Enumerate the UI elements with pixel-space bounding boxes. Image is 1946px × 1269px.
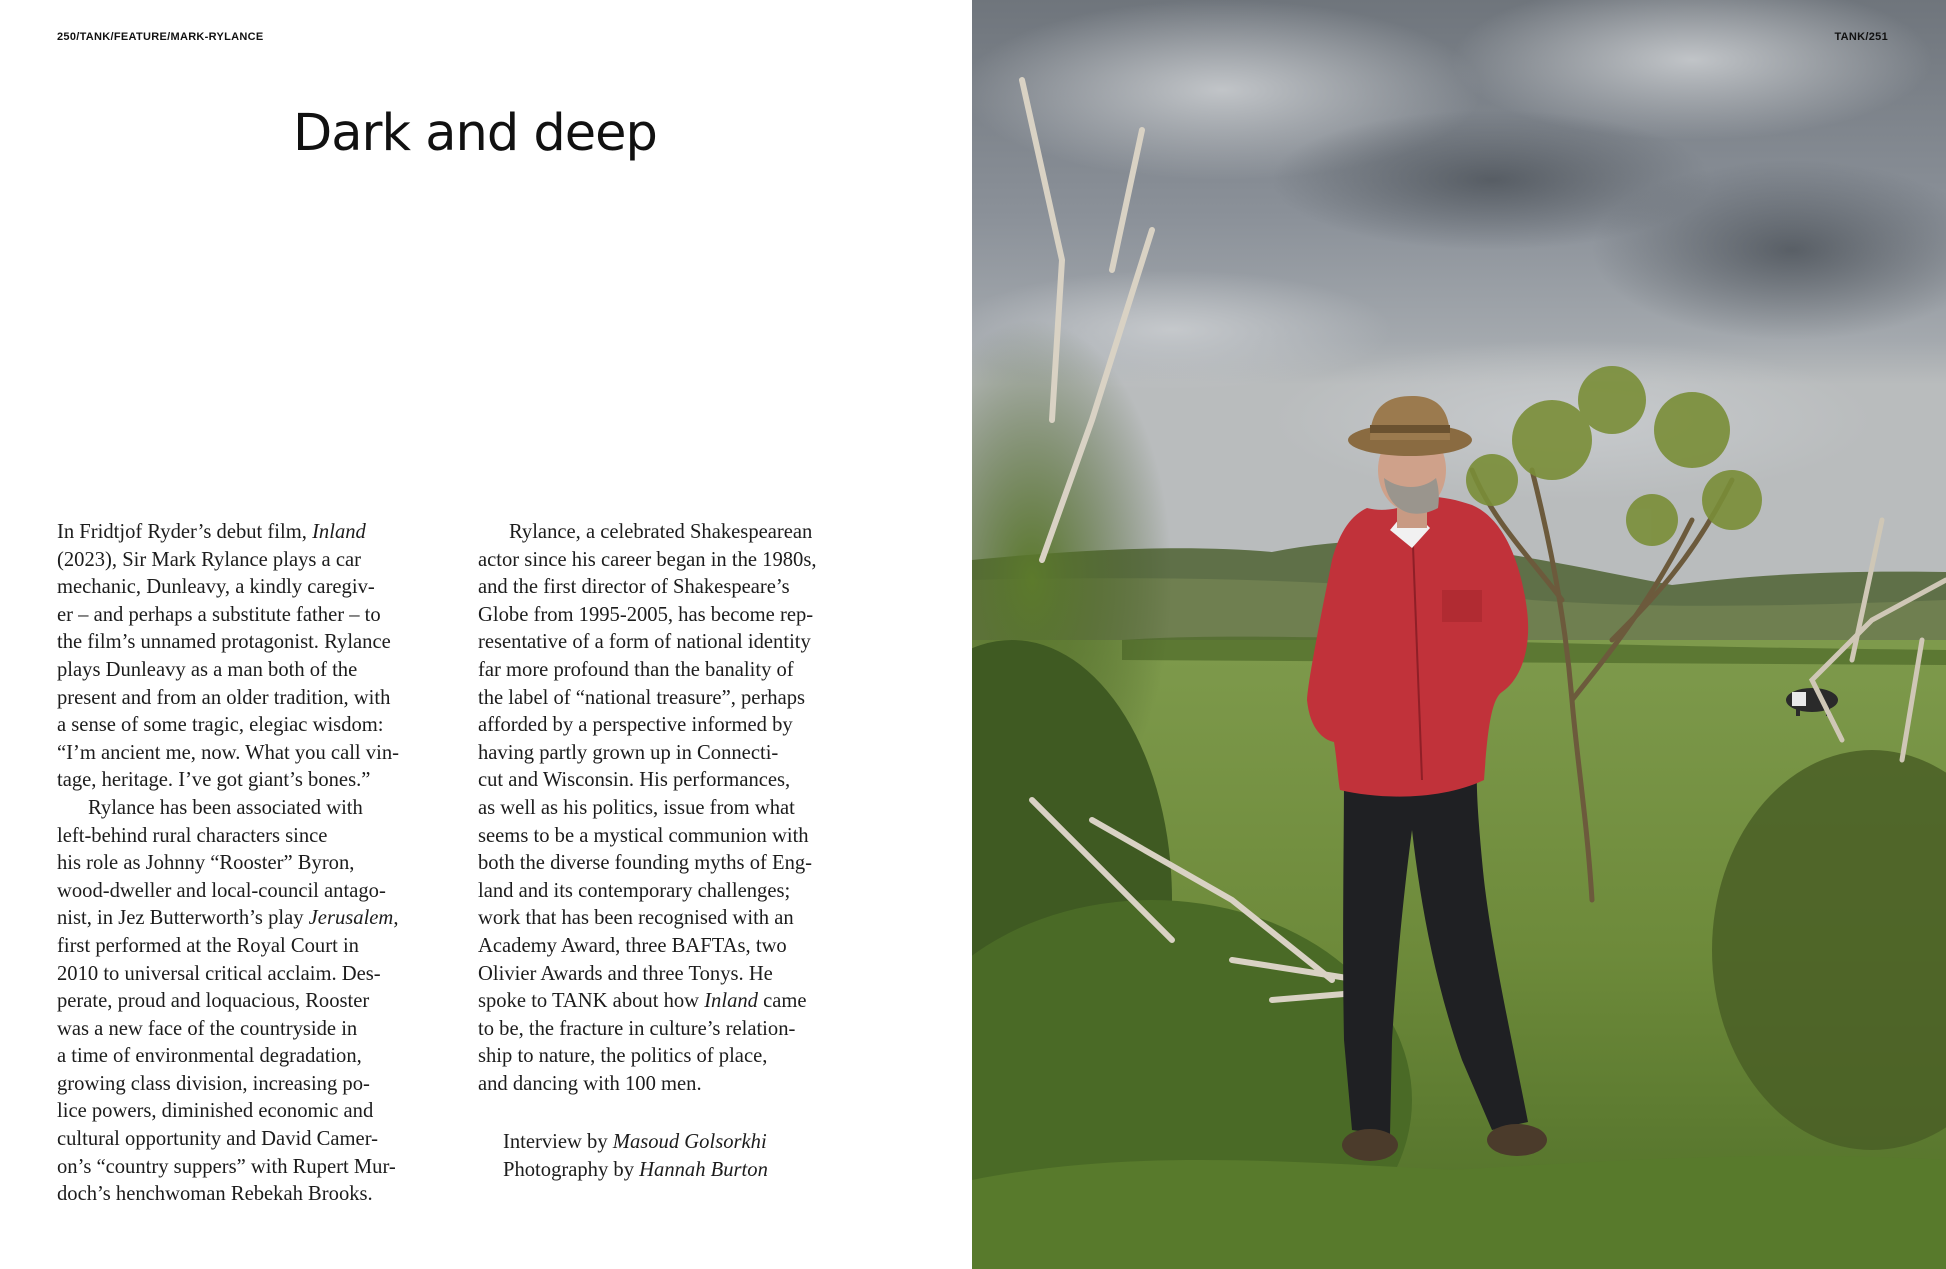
text-line [478, 547, 880, 575]
text-run: left-behind rural characters since [57, 824, 328, 847]
page-folio-right: TANK/251 [1834, 31, 1888, 43]
text-run: his role as Johnny “Rooster” Byron, [57, 852, 355, 875]
text-line [57, 1181, 459, 1209]
italic-title: Inland [312, 521, 366, 543]
text-line [57, 1071, 459, 1099]
text-line [57, 850, 459, 878]
text-run: nist, in Jez Butterworth’s play [57, 907, 309, 930]
text-run: spoke to TANK about how [478, 990, 705, 1013]
text-line [57, 1016, 459, 1044]
text-line [478, 657, 880, 685]
text-line [57, 961, 459, 989]
text-run: lice powers, diminished economic and [57, 1100, 374, 1123]
text-line [478, 878, 880, 906]
text-run: present and from an older tradition, with [57, 686, 391, 709]
text-run: Globe from 1995-2005, has become rep- [478, 603, 814, 626]
text-run: er – and perhaps a substitute father – to [57, 603, 381, 626]
italic-title: Masoud Golsorkhi [612, 1131, 767, 1153]
text-run: growing class division, increasing po- [57, 1072, 370, 1095]
text-run: land and its contemporary challenges; [478, 879, 791, 902]
text-line [57, 823, 459, 851]
text-run: first performed at the Royal Court in [57, 934, 359, 957]
text-run: as well as his politics, issue from what [478, 796, 795, 819]
text-run: afforded by a perspective informed by [478, 714, 793, 737]
italic-title: Inland [704, 990, 758, 1013]
body-column-1 [57, 519, 459, 1209]
text-run: having partly grown up in Connecti- [478, 741, 779, 764]
text-run: plays Dunleavy as a man both of the [57, 658, 358, 681]
text-line [478, 574, 880, 602]
text-line [57, 602, 459, 630]
text-run: cultural opportunity and David Camer- [57, 1128, 378, 1151]
text-run: resentative of a form of national identity [478, 631, 811, 654]
text-line [57, 988, 459, 1016]
text-run: Rylance has been associated with [88, 796, 363, 819]
page-folio-left: 250/TANK/FEATURE/MARK-RYLANCE [57, 31, 264, 43]
text-run: (2023), Sir Mark Rylance plays a car [57, 548, 361, 571]
portrait-photograph [972, 0, 1946, 1269]
italic-title: Jerusalem [308, 907, 394, 930]
article-headline: Dark and deep [293, 104, 657, 163]
text-run: ship to nature, the politics of place, [478, 1045, 768, 1068]
text-line [57, 574, 459, 602]
text-line [57, 712, 459, 740]
text-run: tage, heritage. I’ve got giant’s bones.” [57, 769, 371, 792]
text-line [478, 629, 880, 657]
text-run: was a new face of the countryside in [57, 1017, 358, 1040]
text-run: “I’m ancient me, now. What you call vin- [57, 741, 399, 764]
right-boot [1487, 1124, 1547, 1156]
text-run: seems to be a mystical communion with [478, 824, 809, 847]
text-run: to be, the fracture in culture’s relation- [478, 1017, 796, 1040]
text-run: In Fridtjof Ryder’s debut film, [57, 521, 313, 543]
text-run: doch’s henchwoman Rebekah Brooks. [57, 1183, 373, 1206]
text-run: far more profound than the banality of [478, 658, 794, 681]
text-line [478, 795, 880, 823]
text-line [478, 712, 880, 740]
text-line [478, 1016, 880, 1044]
left-boot [1342, 1129, 1398, 1161]
text-line [478, 519, 880, 547]
text-line [57, 1154, 459, 1182]
text-line [478, 1071, 880, 1099]
text-run: mechanic, Dunleavy, a kindly caregiv- [57, 576, 375, 599]
text-run: Academy Award, three BAFTAs, two [478, 934, 787, 957]
article-credits [503, 1128, 768, 1184]
text-line [57, 795, 459, 823]
text-line [57, 767, 459, 795]
text-line [478, 933, 880, 961]
foreground-grass [972, 1156, 1946, 1269]
text-line [57, 685, 459, 713]
text-line [478, 1043, 880, 1071]
text-run: work that has been recognised with an [478, 907, 794, 930]
text-run: cut and Wisconsin. His performances, [478, 769, 791, 792]
text-line [57, 878, 459, 906]
text-line [478, 850, 880, 878]
italic-title: Hannah Burton [639, 1159, 768, 1181]
text-line [478, 905, 880, 933]
text-line [478, 740, 880, 768]
left-page [0, 0, 972, 1269]
text-run: and the first director of Shakespeare’s [478, 576, 790, 599]
text-line [57, 740, 459, 768]
text-run: on’s “country suppers” with Rupert Mur- [57, 1155, 396, 1178]
text-line [503, 1156, 768, 1184]
text-line [478, 988, 880, 1016]
text-run: a time of environmental degradation, [57, 1045, 362, 1068]
text-line [57, 933, 459, 961]
text-line [478, 961, 880, 989]
text-line [57, 519, 459, 547]
text-line [57, 1098, 459, 1126]
text-run: Photography by [503, 1159, 640, 1181]
text-line [57, 629, 459, 657]
text-run: and dancing with 100 men. [478, 1072, 702, 1095]
text-run: wood-dweller and local-council antago- [57, 879, 386, 902]
text-line [503, 1128, 768, 1156]
text-run: the film’s unnamed protagonist. Rylance [57, 631, 391, 654]
text-line [57, 657, 459, 685]
text-line [57, 547, 459, 575]
text-run: Interview by [503, 1131, 613, 1153]
text-line [478, 602, 880, 630]
right-page [972, 0, 1946, 1269]
text-run: both the diverse founding myths of Eng- [478, 852, 813, 875]
text-line [478, 767, 880, 795]
text-run: perate, proud and loquacious, Rooster [57, 990, 370, 1013]
text-line [57, 1126, 459, 1154]
body-column-2 [478, 519, 880, 1098]
text-run: , [393, 907, 399, 930]
text-run: the label of “national treasure”, perhaps [478, 686, 806, 709]
text-run: actor since his career began in the 1980s, [478, 548, 817, 571]
text-run: Rylance, a celebrated Shakespearean [509, 521, 813, 543]
text-run: 2010 to universal critical acclaim. Des- [57, 962, 381, 985]
text-run: came [757, 990, 807, 1013]
text-run: a sense of some tragic, elegiac wisdom: [57, 714, 384, 737]
text-line [57, 1043, 459, 1071]
text-run: Olivier Awards and three Tonys. He [478, 962, 773, 985]
text-line [478, 823, 880, 851]
text-line [478, 685, 880, 713]
text-line [57, 905, 459, 933]
